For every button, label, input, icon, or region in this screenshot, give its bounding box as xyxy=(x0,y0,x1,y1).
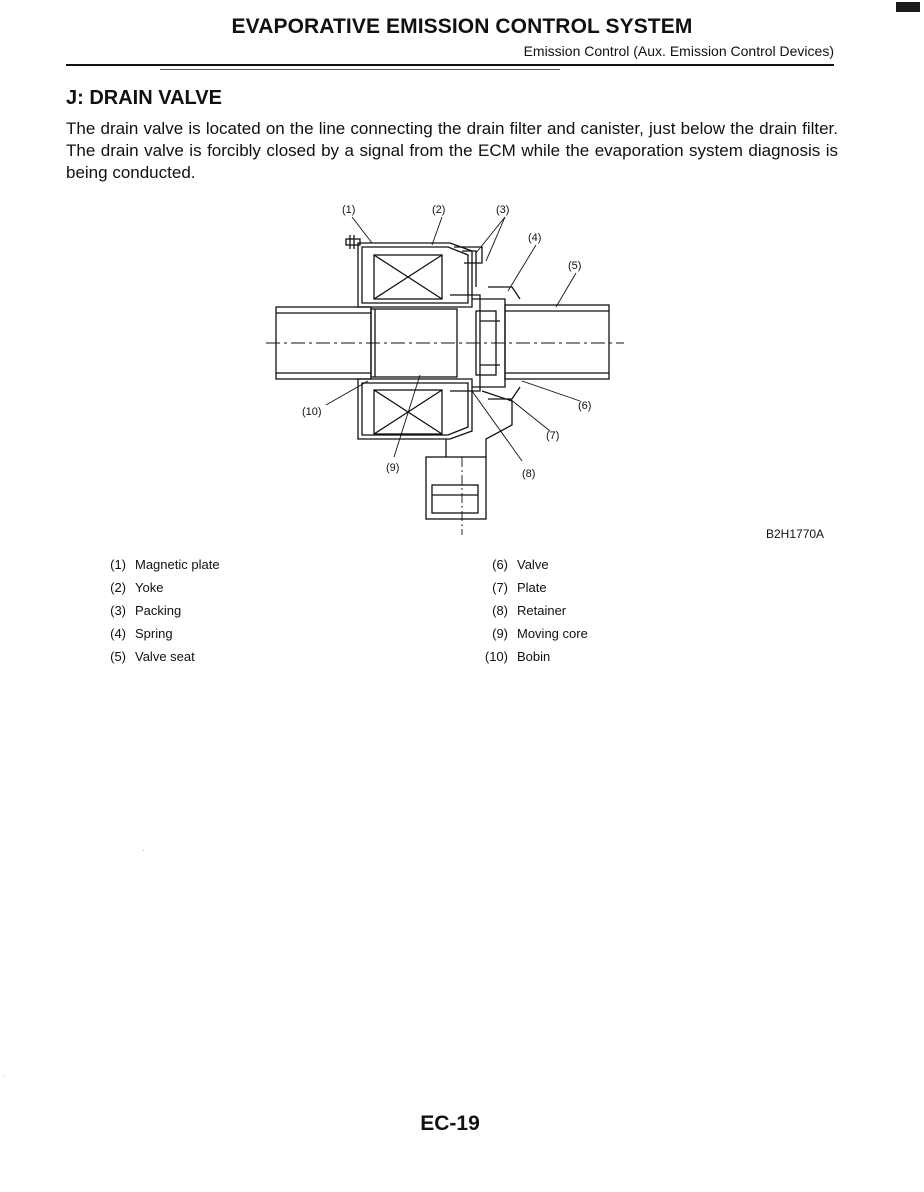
legend-item xyxy=(88,602,388,625)
legend-item-label: Moving core xyxy=(517,626,588,641)
legend-item-number: (1) xyxy=(110,557,126,572)
legend-item xyxy=(88,648,388,671)
callout-10: (10) xyxy=(302,406,322,418)
legend-item-number: (8) xyxy=(492,603,508,618)
callout-2: (2) xyxy=(432,204,446,216)
legend-item-label: Plate xyxy=(517,580,547,595)
leader-5 xyxy=(556,273,576,307)
diagram-right-pipe xyxy=(505,305,609,379)
legend-item xyxy=(470,648,770,671)
scan-speck xyxy=(143,850,144,851)
page-header-title: EVAPORATIVE EMISSION CONTROL SYSTEM xyxy=(231,15,693,38)
legend-right-column xyxy=(470,556,770,671)
page-header-subtitle: Emission Control (Aux. Emission Control Devices) xyxy=(523,43,834,59)
legend-item-number: (2) xyxy=(110,580,126,595)
callout-4: (4) xyxy=(528,232,542,244)
drain-valve-figure xyxy=(250,195,650,540)
header-rule-thin xyxy=(160,69,560,70)
legend-item-label: Retainer xyxy=(517,603,567,618)
legend-item-number: (5) xyxy=(110,649,126,664)
legend-item xyxy=(88,579,388,602)
legend-item xyxy=(470,602,770,625)
callout-7: (7) xyxy=(546,430,560,442)
diagram-outlet-pipe xyxy=(426,457,486,519)
legend-item xyxy=(470,625,770,648)
legend-item-label: Valve xyxy=(517,557,549,572)
legend-item-label: Valve seat xyxy=(135,649,195,664)
diagram-plate xyxy=(482,391,512,457)
legend-item-label: Magnetic plate xyxy=(135,557,220,572)
callout-5: (5) xyxy=(568,260,582,272)
legend-item xyxy=(88,556,388,579)
diagram-lower-body xyxy=(358,379,472,439)
leader-7 xyxy=(510,399,550,431)
page-number: EC-19 xyxy=(420,1112,480,1135)
leader-2 xyxy=(432,217,442,245)
legend-item-number: (9) xyxy=(492,626,508,641)
leader-3b xyxy=(486,217,505,261)
drain-valve-cross-section-diagram xyxy=(250,195,650,540)
legend-item-number: (3) xyxy=(110,603,126,618)
callout-8: (8) xyxy=(522,468,536,480)
legend-item-label: Bobin xyxy=(517,649,551,664)
callout-1: (1) xyxy=(342,204,356,216)
section-body-text: The drain valve is located on the line connecting the drain filter and canister, just below the drain filter. The drain valve is forcibly closed by a signal from the ECM while the evaporation system diagnosis is being conducted. xyxy=(66,119,838,182)
leader-4 xyxy=(508,245,536,291)
figure-code: B2H1770A xyxy=(766,527,825,541)
leader-3a xyxy=(476,217,505,253)
legend-item-label: Packing xyxy=(135,603,182,618)
section-heading: J: DRAIN VALVE xyxy=(66,87,222,109)
leader-8 xyxy=(472,391,522,461)
leader-6 xyxy=(522,381,580,401)
legend-item-label: Spring xyxy=(135,626,173,641)
legend-item xyxy=(470,556,770,579)
legend-item-number: (6) xyxy=(492,557,508,572)
callout-6: (6) xyxy=(578,400,592,412)
header-rule xyxy=(66,64,834,66)
legend-item-number: (4) xyxy=(110,626,126,641)
callout-9: (9) xyxy=(386,462,400,474)
legend-item-label: Yoke xyxy=(135,580,164,595)
legend-item-number: (7) xyxy=(492,580,508,595)
legend-item xyxy=(470,579,770,602)
scan-speck xyxy=(3,1075,4,1076)
legend-item-number: (10) xyxy=(484,649,508,664)
callout-3: (3) xyxy=(496,204,510,216)
legend-left-column xyxy=(88,556,388,671)
leader-9 xyxy=(394,375,420,457)
diagram-upper-body xyxy=(358,243,472,307)
scan-corner-mark xyxy=(896,2,920,12)
legend-item xyxy=(88,625,388,648)
